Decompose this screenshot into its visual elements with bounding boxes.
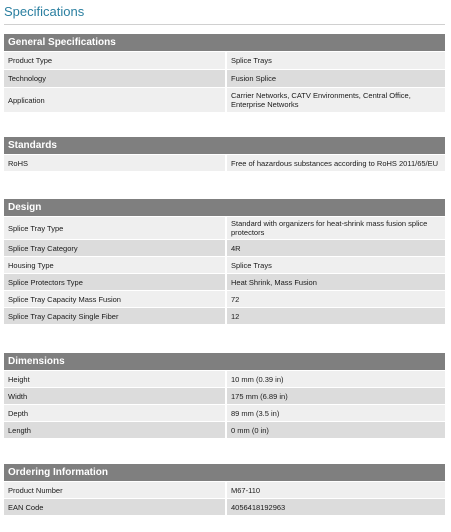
section-header: Standards [4,137,445,154]
spec-value: Standard with organizers for heat-shrink mass fusion splice protectors [227,217,445,239]
spec-row [4,422,445,439]
spec-value: 10 mm (0.39 in) [227,371,445,387]
spec-label: Housing Type [4,257,225,273]
spec-label: EAN Code [4,499,225,515]
spec-row [4,217,445,240]
spec-row [4,482,445,499]
page-title: Specifications [4,4,85,19]
spec-value: 4056418192963 [227,499,445,515]
spec-value: 4R [227,240,445,256]
spec-value: Splice Trays [227,257,445,273]
section-ordering-information [4,464,445,516]
spec-value: Splice Trays [227,52,445,69]
spec-label: Splice Tray Capacity Mass Fusion [4,291,225,307]
section-general-specifications [4,34,445,113]
spec-row [4,70,445,88]
spec-row [4,257,445,274]
spec-label: Splice Protectors Type [4,274,225,290]
spec-label: Application [4,88,225,112]
spec-value: 89 mm (3.5 in) [227,405,445,421]
spec-row [4,291,445,308]
spec-value: 0 mm (0 in) [227,422,445,438]
spec-label: RoHS [4,155,225,171]
section-header: Design [4,199,445,216]
spec-value: M67-110 [227,482,445,498]
spec-value: Heat Shrink, Mass Fusion [227,274,445,290]
spec-value: Free of hazardous substances according to RoHS 2011/65/EU [227,155,445,171]
section-header: Dimensions [4,353,445,370]
spec-label: Splice Tray Category [4,240,225,256]
section-header: General Specifications [4,34,445,51]
spec-label: Product Type [4,52,225,69]
section-standards [4,137,445,172]
spec-value: 175 mm (6.89 in) [227,388,445,404]
spec-label: Product Number [4,482,225,498]
spec-row [4,308,445,325]
spec-label: Height [4,371,225,387]
spec-row [4,88,445,113]
spec-row [4,371,445,388]
spec-row [4,240,445,257]
title-divider [4,24,445,25]
spec-row [4,274,445,291]
spec-row [4,388,445,405]
spec-value: Carrier Networks, CATV Environments, Central Office, Enterprise Networks [227,88,445,112]
spec-row [4,499,445,516]
spec-label: Technology [4,70,225,87]
spec-row [4,155,445,172]
spec-value: 72 [227,291,445,307]
section-design [4,199,445,325]
section-header: Ordering Information [4,464,445,481]
spec-label: Length [4,422,225,438]
spec-label: Depth [4,405,225,421]
spec-value: Fusion Splice [227,70,445,87]
spec-label: Splice Tray Capacity Single Fiber [4,308,225,324]
spec-label: Width [4,388,225,404]
spec-value: 12 [227,308,445,324]
spec-row [4,52,445,70]
spec-row [4,405,445,422]
section-dimensions [4,353,445,439]
spec-label: Splice Tray Type [4,217,225,239]
